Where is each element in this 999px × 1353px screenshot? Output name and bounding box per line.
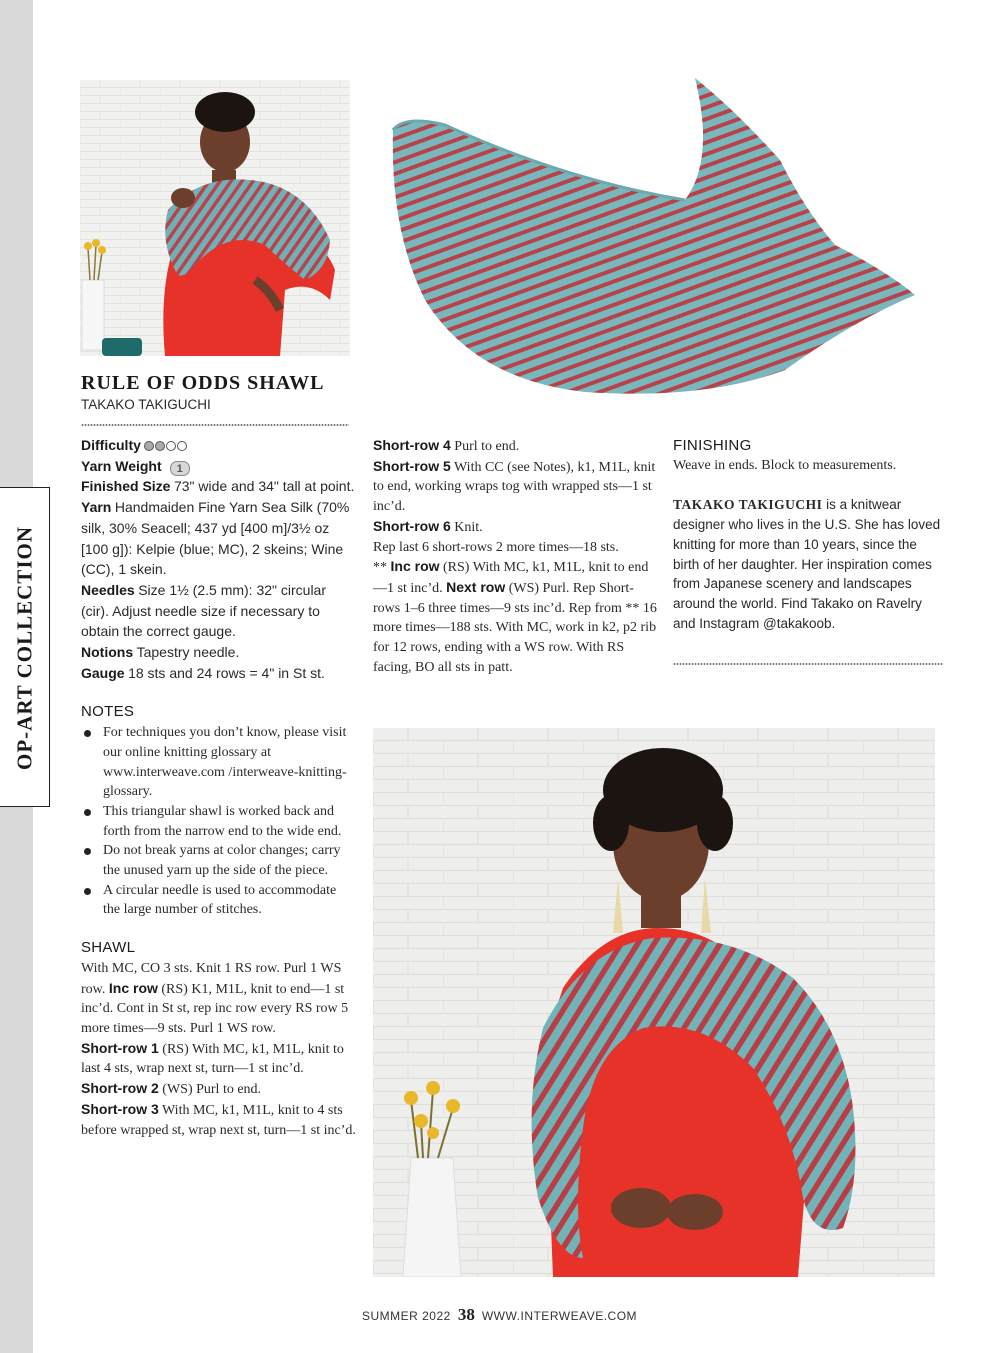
needles-label: Needles: [81, 581, 135, 598]
finishing-heading: FINISHING: [673, 437, 752, 454]
short-row-5: [373, 457, 660, 517]
difficulty-label: Difficulty: [81, 437, 141, 453]
list-item: Do not break yarns at color changes; carry the unused yarn up the side of the piece.: [81, 841, 356, 880]
short-row-2-label: Short-row 2: [81, 1080, 159, 1097]
inc-row-2-label: Inc row: [390, 558, 440, 575]
gauge-text: 18 sts and 24 rows = 4" in St st.: [128, 664, 325, 681]
notes-list: [81, 723, 356, 920]
notions-label: Notions: [81, 644, 134, 661]
short-row-1-text: (RS) With MC, k1, M1L, knit to last 4 sts, wrap next st, turn—1 st inc’d.: [81, 1041, 344, 1077]
short-row-6: [373, 517, 660, 538]
short-row-6-text: Knit.: [454, 519, 483, 535]
shawl-intro-b: (RS) K1, M1L, knit to end—1 st inc’d. Cont in St st, rep inc row every RS row 5 more times—9 sts. Purl 1 WS row.: [81, 981, 349, 1036]
short-row-4-label: Short-row 4: [373, 437, 451, 453]
short-row-5-text: With CC (see Notes), k1, M1L, knit to end, working wraps tog with wrapped sts—1 st inc’d.: [373, 459, 656, 515]
finished-size-line: [81, 477, 356, 498]
short-row-1-label: Short-row 1: [81, 1039, 159, 1056]
model-photo-small: [80, 80, 350, 356]
difficulty-dot-icon: [166, 441, 176, 451]
short-row-4-text: Purl to end.: [454, 439, 520, 454]
yarn-text: Handmaiden Fine Yarn Sea Silk (70% silk, 30% Seacell; 437 yd [400 m]/3½ oz [100 g]): Kelpie (blue; MC), 2 skeins; Wine (CC), 1 skein.: [81, 499, 350, 578]
repeat-text: Rep last 6 short-rows 2 more times—18 sts.: [373, 539, 619, 555]
difficulty-rating: [144, 439, 188, 454]
yarn-weight-label: Yarn Weight: [81, 457, 162, 474]
pattern-title: RULE OF ODDS SHAWL: [81, 372, 325, 394]
finished-size-text: 73" wide and 34" tall at point.: [173, 478, 355, 495]
footer-page-number: 38: [457, 1305, 475, 1324]
bio-text: is a knitwear designer who lives in the U.S. She has loved knitting for more than 10 years, since the birth of her daughter. Her inspiration comes from Japanese scenery and landscapes around the world. Find Takako on Ravelry and Instagram @takakoob.: [673, 497, 941, 631]
next-row-label: Next row: [446, 578, 506, 595]
bio-name: TAKAKO TAKIGUCHI: [673, 497, 823, 513]
bio-divider: [673, 662, 943, 666]
notes-heading: NOTES: [81, 703, 135, 721]
footer-website: WWW.INTERWEAVE.COM: [481, 1309, 638, 1323]
pattern-designer: TAKAKO TAKIGUCHI: [81, 397, 211, 412]
short-row-4: [373, 436, 660, 457]
increase-section: [373, 557, 660, 677]
shawl-flat-photo: [385, 70, 920, 405]
short-row-3: [81, 1100, 356, 1140]
short-row-6-label: Short-row 6: [373, 517, 451, 534]
difficulty-dot-icon: [155, 441, 165, 451]
finished-size-label: Finished Size: [81, 478, 171, 495]
short-row-2: [81, 1079, 356, 1100]
short-row-1: [81, 1039, 356, 1079]
shawl-heading: SHAWL: [81, 939, 136, 957]
finishing-text: Weave in ends. Block to measurements.: [673, 457, 897, 473]
short-row-5-label: Short-row 5: [373, 457, 451, 474]
finishing-column: [673, 436, 943, 633]
divider-rule: [81, 423, 349, 427]
page-footer: [0, 1305, 999, 1325]
section-tab: [0, 487, 50, 807]
difficulty-dot-icon: [177, 441, 187, 451]
notions-text: Tapestry needle.: [136, 644, 240, 661]
repeat-marker: **: [373, 560, 387, 576]
gauge-label: Gauge: [81, 664, 125, 681]
list-item: For techniques you don’t know, please visit our online knitting glossary at www.interweave.com /interweave-knitting-glossary.: [81, 723, 356, 802]
gauge-line: [81, 664, 356, 685]
section-tab-label: OP-ART COLLECTION: [12, 526, 37, 770]
inc-row-label: Inc row: [108, 979, 158, 996]
difficulty-line: [81, 436, 356, 457]
specs-column: [81, 436, 356, 1140]
footer-issue: SUMMER 2022: [361, 1309, 451, 1323]
shawl-intro-a: With MC, CO 3 sts. Knit 1 RS row. Purl 1 WS row.: [81, 960, 342, 997]
designer-bio: [673, 495, 943, 633]
yarn-weight-icon: 1: [170, 461, 190, 476]
short-row-2-text: (WS) Purl to end.: [162, 1082, 262, 1098]
shawl-intro: [81, 959, 356, 1039]
yarn-weight-line: [81, 457, 356, 478]
needles-line: [81, 581, 356, 643]
needles-text: Size 1½ (2.5 mm): 32" circular (cir). Adjust needle size if necessary to obtain the correct gauge.: [81, 581, 327, 640]
model-photo-large: [373, 728, 935, 1277]
difficulty-dot-icon: [144, 441, 154, 451]
list-item: A circular needle is used to accommodate the large number of stitches.: [81, 881, 356, 920]
yarn-label: Yarn: [81, 499, 112, 516]
notions-line: [81, 643, 356, 664]
list-item: This triangular shawl is worked back and forth from the narrow end to the wide end.: [81, 802, 356, 841]
yarn-line: [81, 498, 356, 581]
short-row-3-text: With MC, k1, M1L, knit to 4 sts before wrapped st, wrap next st, turn—1 st inc’d.: [81, 1102, 356, 1138]
inc-row-2-text: (RS) With MC, k1, M1L, knit to end—1 st inc’d.: [373, 560, 649, 596]
short-row-3-label: Short-row 3: [81, 1100, 159, 1117]
instructions-column: [373, 436, 660, 677]
next-row-text: (WS) Purl. Rep Short-rows 1–6 three times—9 sts inc’d. Rep from ** 16 more times—188 sts. With MC, work in k2, p2 rib for 12 rows, ending with a WS row. With RS facing, BO all sts in patt.: [373, 580, 657, 675]
